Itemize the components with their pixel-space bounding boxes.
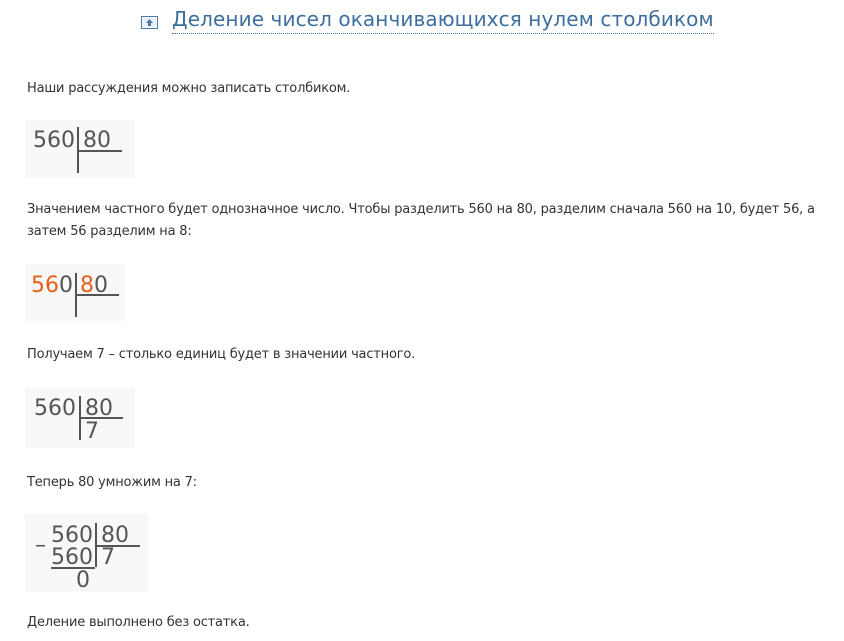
dividend-rest: 0 (59, 273, 73, 298)
paragraph-explanation: Значением частного будет однозначное число. Чтобы разделить 560 на 80, разделим сначала 560 на 10, будет 56, а затем 56 разделим на 8: (27, 202, 815, 239)
division-figure-basic (25, 120, 135, 178)
divisor: 80 (83, 128, 111, 153)
divisor: 80 (101, 523, 129, 548)
dividend: 560 (51, 523, 93, 548)
paragraph-multiply: Теперь 80 умножим на 7: (27, 475, 197, 490)
divisor-highlight: 8 (80, 273, 94, 298)
dividend-highlight: 56 (31, 273, 59, 298)
divisor-rest: 0 (94, 273, 108, 298)
quotient: 7 (85, 419, 99, 444)
page-title[interactable]: Деление чисел оканчивающихся нулем столбиком (172, 6, 714, 34)
paragraph-intro: Наши рассуждения можно записать столбиком. (27, 81, 351, 96)
paragraph-quotient: Получаем 7 – столько единиц будет в значении частного. (27, 347, 416, 362)
product: 560 (51, 545, 93, 570)
quotient: 7 (101, 545, 115, 570)
divisor: 80 (85, 396, 113, 421)
division-figure-quotient (25, 388, 135, 448)
section-header[interactable] (141, 6, 714, 34)
division-figure-highlighted (25, 264, 125, 321)
svg-text:560 (31, 273, 73, 298)
collapse-arrow-icon[interactable] (141, 16, 158, 29)
division-figure-complete (25, 514, 148, 592)
remainder: 0 (76, 568, 90, 592)
dividend: 560 (34, 396, 76, 421)
minus-sign: – (35, 533, 46, 558)
paragraph-conclusion: Деление выполнено без остатка. (27, 615, 250, 630)
dividend: 560 (33, 128, 75, 153)
